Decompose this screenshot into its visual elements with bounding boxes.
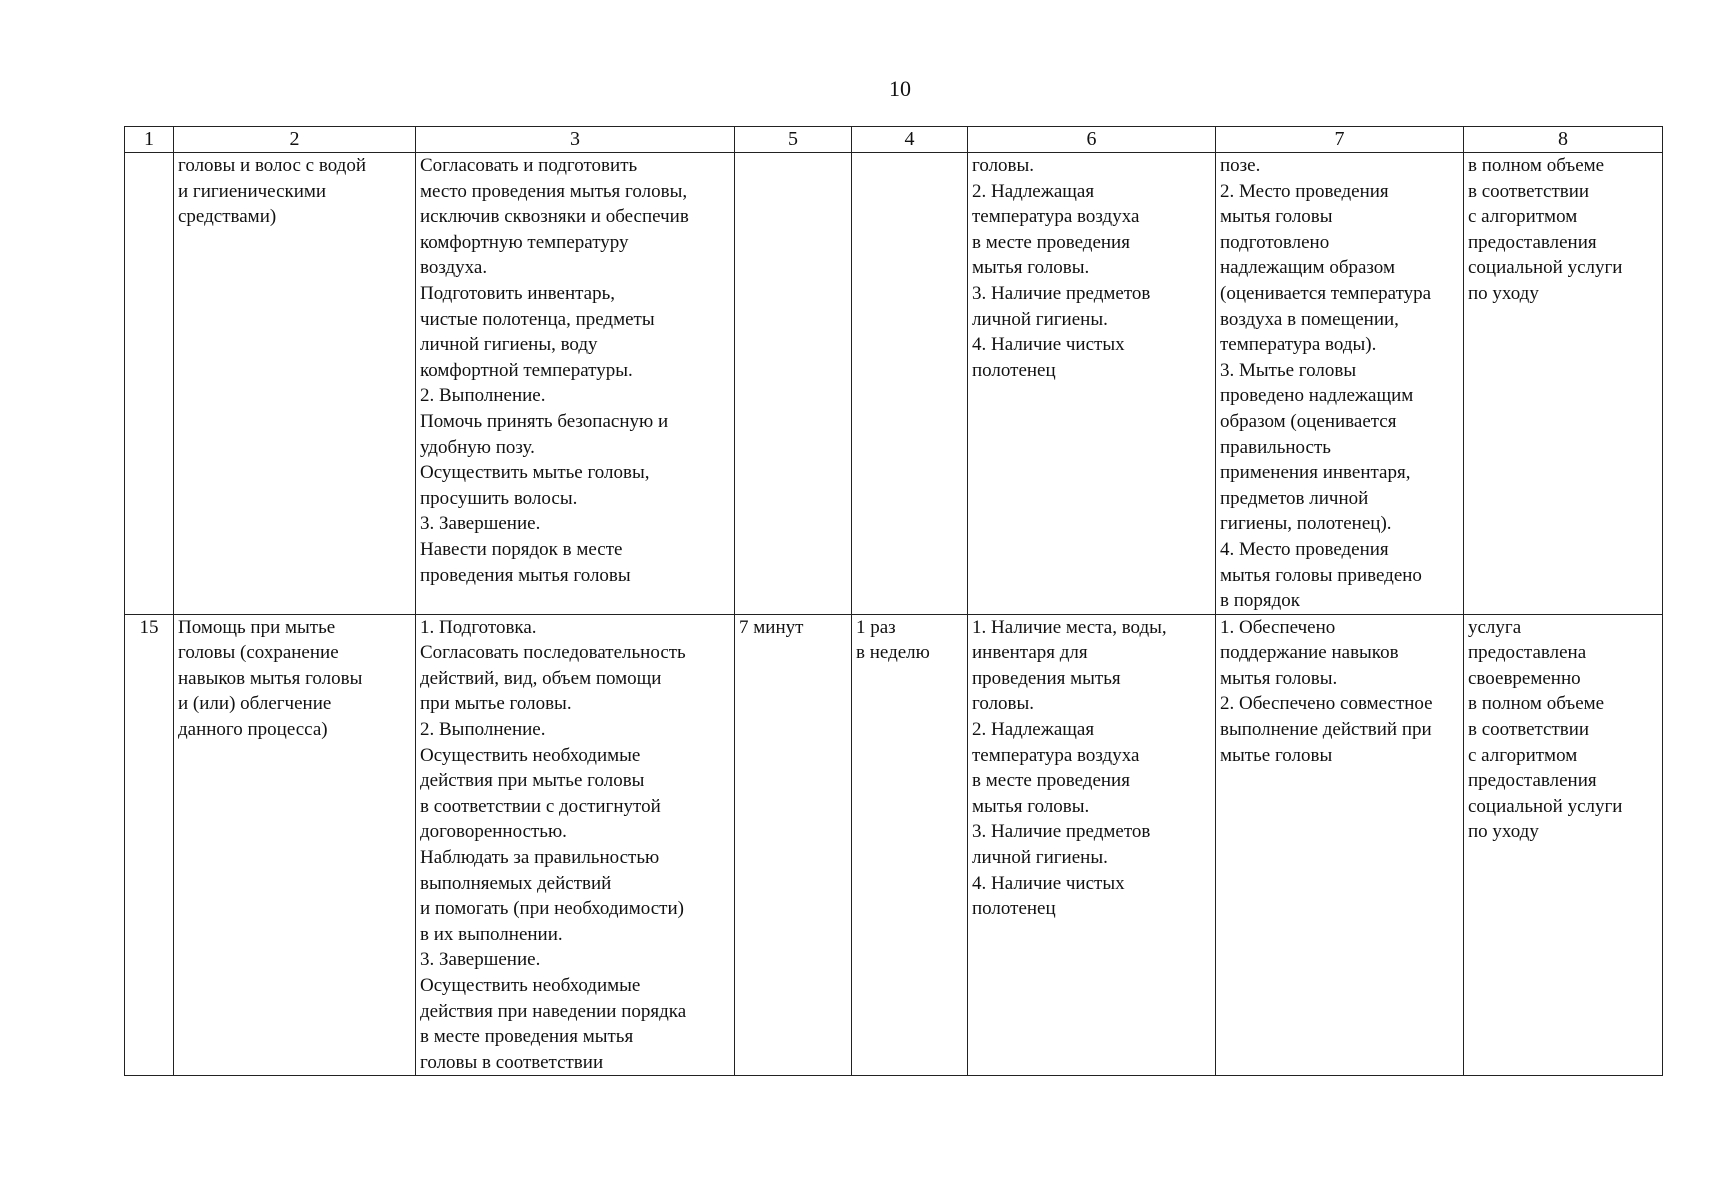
service-name-cell: Помощь при мытье головы (сохранение навыков мытья головы и (или) облегчение данного процесса) <box>174 614 416 1076</box>
conditions-cell: головы. 2. Надлежащая температура воздуха в месте проведения мытья головы. 3. Наличие предметов личной гигиены. 4. Наличие чистых полотенец <box>968 153 1216 615</box>
time-cell: 7 минут <box>735 614 852 1076</box>
frequency-cell: 1 раз в неделю <box>852 614 968 1076</box>
table-row <box>125 614 1663 1076</box>
results-cell: 1. Обеспечено поддержание навыков мытья головы. 2. Обеспечено совместное выполнение действий при мытье головы <box>1216 614 1464 1076</box>
column-header: 5 <box>735 127 852 153</box>
quality-cell: услуга предоставлена своевременно в полном объеме в соответствии с алгоритмом предоставления социальной услуги по уходу <box>1464 614 1663 1076</box>
row-number-cell <box>125 153 174 615</box>
time-cell <box>735 153 852 615</box>
quality-cell: в полном объеме в соответствии с алгоритмом предоставления социальной услуги по уходу <box>1464 153 1663 615</box>
row-number-cell: 15 <box>125 614 174 1076</box>
column-header: 2 <box>174 127 416 153</box>
column-header: 3 <box>416 127 735 153</box>
column-header: 7 <box>1216 127 1464 153</box>
conditions-cell: 1. Наличие места, воды, инвентаря для проведения мытья головы. 2. Надлежащая температура воздуха в месте проведения мытья головы. 3. Наличие предметов личной гигиены. 4. Наличие чистых полотенец <box>968 614 1216 1076</box>
table-row <box>125 153 1663 615</box>
column-header: 4 <box>852 127 968 153</box>
table-header-row <box>125 127 1663 153</box>
service-content-cell: 1. Подготовка. Согласовать последовательность действий, вид, объем помощи при мытье головы. 2. Выполнение. Осуществить необходимые действия при мытье головы в соответствии с достигнутой договоренностью. Наблюдать за правильностью выполняемых действий и помогать (при необходимости) в их выполнении. 3. Завершение. Осуществить необходимые действия при наведении порядка в месте проведения мытья головы в соответствии <box>416 614 735 1076</box>
results-cell: позе. 2. Место проведения мытья головы подготовлено надлежащим образом (оценивается температура воздуха в помещении, температура воды). 3. Мытье головы проведено надлежащим образом (оценивается правильность применения инвентаря, предметов личной гигиены, полотенец). 4. Место проведения мытья головы приведено в порядок <box>1216 153 1464 615</box>
column-header: 8 <box>1464 127 1663 153</box>
column-header: 6 <box>968 127 1216 153</box>
service-table <box>124 126 1663 1076</box>
column-header: 1 <box>125 127 174 153</box>
page-number: 10 <box>889 76 911 101</box>
service-name-cell: головы и волос с водой и гигиеническими средствами) <box>174 153 416 615</box>
service-content-cell: Согласовать и подготовить место проведения мытья головы, исключив сквозняки и обеспечив комфортную температуру воздуха. Подготовить инвентарь, чистые полотенца, предметы личной гигиены, воду комфортной температуры. 2. Выполнение. Помочь принять безопасную и удобную позу. Осуществить мытье головы, просушить волосы. 3. Завершение. Навести порядок в месте проведения мытья головы <box>416 153 735 615</box>
frequency-cell <box>852 153 968 615</box>
